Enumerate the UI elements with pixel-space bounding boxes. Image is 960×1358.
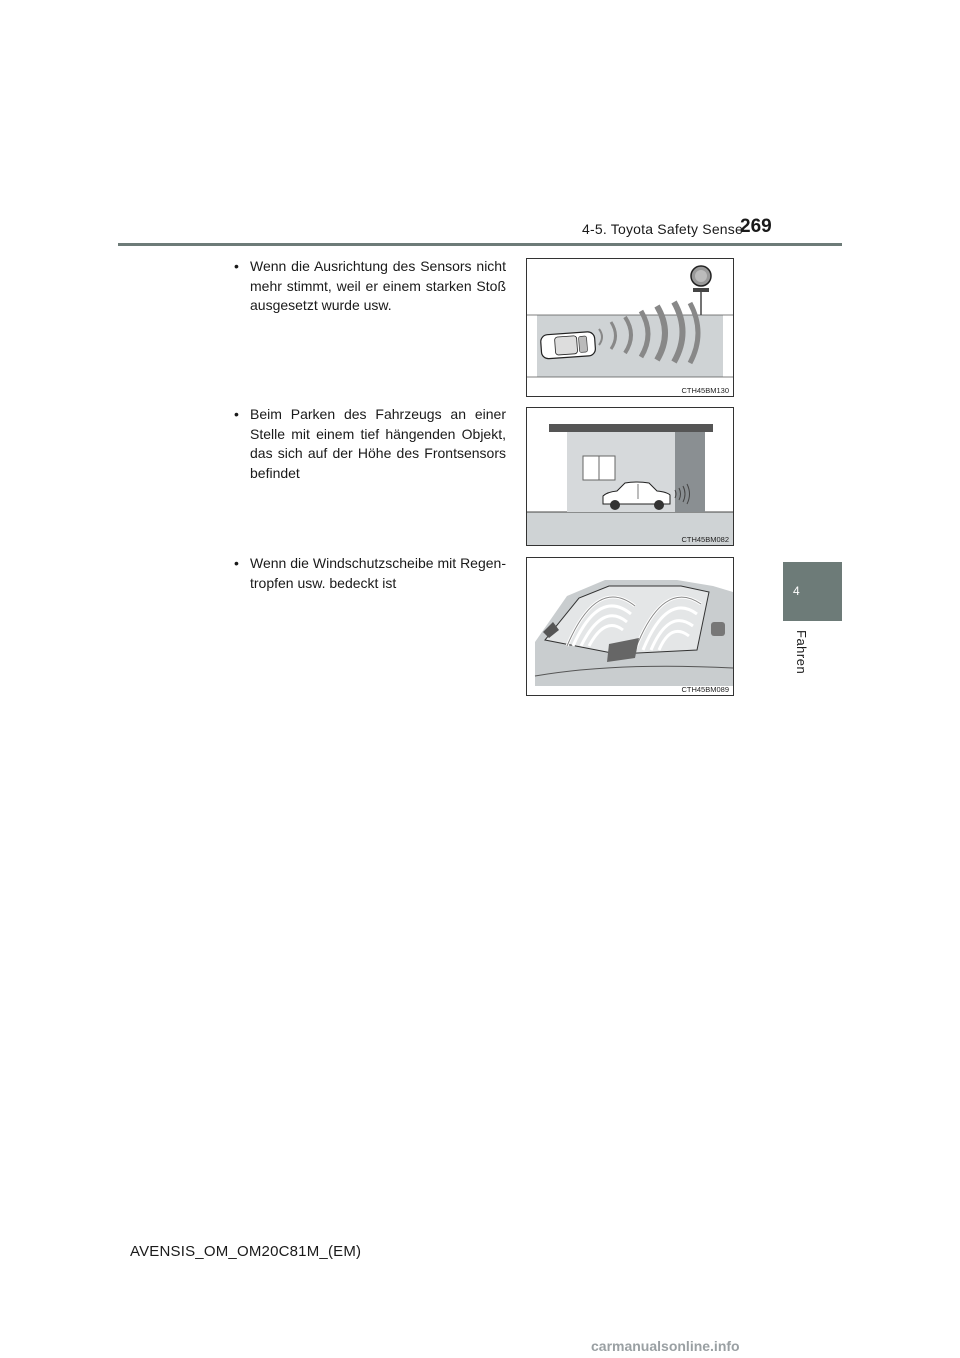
header-rule <box>118 243 842 246</box>
bullet-item-low-hanging-object <box>234 405 506 483</box>
figure-sensor-misaligned <box>526 258 734 397</box>
footer-document-code: AVENSIS_OM_OM20C81M_(EM) <box>130 1243 362 1260</box>
illustration-sensor-misaligned <box>527 259 733 396</box>
bullet-mark: • <box>234 406 239 422</box>
page-number: 269 <box>740 216 772 237</box>
chapter-tab <box>783 562 842 621</box>
figure-low-hanging-object <box>526 407 734 546</box>
illustration-raindrops-windshield <box>527 558 733 695</box>
bullet-text: Wenn die Windschutzscheibe mit Regen-tropfen usw. bedeckt ist <box>250 555 506 591</box>
bullet-text: Beim Parken des Fahrzeugs an einer Stelle mit einem tief hängenden Objekt, das sich auf der Höhe des Frontsensors befindet <box>250 406 506 481</box>
bullet-text: Wenn die Ausrichtung des Sensors nicht mehr stimmt, weil er einem starken Stoß ausgesetzt wurde usw. <box>250 258 506 313</box>
header-section-title: 4-5. Toyota Safety Sense <box>582 221 743 237</box>
bullet-item-sensor-alignment <box>234 257 506 316</box>
figure-code: CTH45BM082 <box>681 535 729 544</box>
chapter-label: Fahren <box>794 630 809 675</box>
watermark: carmanualsonline.info <box>591 1338 740 1354</box>
bullet-mark: • <box>234 555 239 571</box>
figure-raindrops-windshield <box>526 557 734 696</box>
figure-code: CTH45BM130 <box>681 386 729 395</box>
figure-code: CTH45BM089 <box>681 685 729 694</box>
bullet-mark: • <box>234 258 239 274</box>
chapter-number: 4 <box>793 584 800 598</box>
illustration-low-hanging-object <box>527 408 733 545</box>
bullet-item-raindrops <box>234 554 506 593</box>
